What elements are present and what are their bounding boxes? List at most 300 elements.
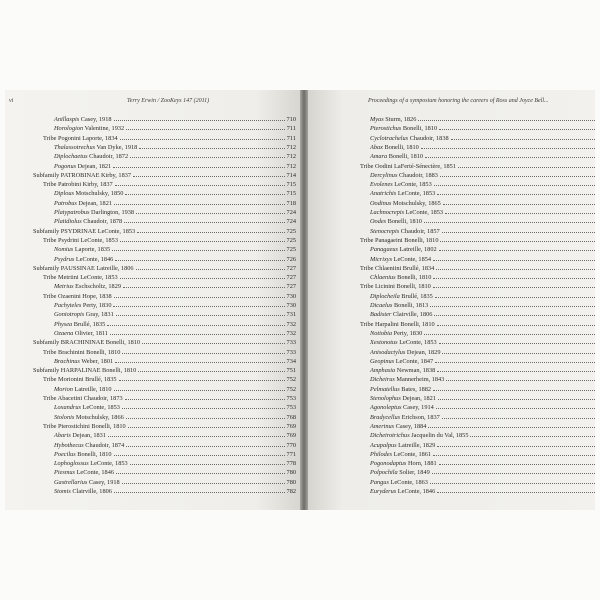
toc-entry-label (360, 320, 435, 329)
toc-entry-label (43, 422, 126, 431)
genus-name: Pangus (370, 478, 389, 486)
dot-leader (113, 305, 284, 307)
toc-heading-text: Tribe Morionini Brullé, 1835 (43, 376, 117, 384)
toc-entry-label (54, 403, 120, 412)
author-year: Perty, 1830 (81, 302, 112, 309)
dot-leader (433, 277, 595, 279)
toc-entry-label (33, 366, 136, 375)
genus-name: Physea (54, 320, 73, 328)
author-year: LeConte, 1853 (404, 209, 444, 216)
toc-page-number: 753 (286, 395, 296, 402)
genus-name: Abax (370, 143, 383, 151)
dot-leader (435, 296, 595, 298)
toc-entry (370, 301, 595, 310)
genus-name: Amara (370, 153, 388, 161)
toc-entry-label (370, 357, 433, 366)
toc-entry-label (54, 245, 110, 254)
author-year: Dejean, 1821 (76, 162, 112, 170)
author-year: Newman, 1838 (395, 367, 436, 375)
author-year: LeConte, 1853 (396, 190, 436, 198)
dot-leader (451, 138, 595, 140)
toc-entry-label (54, 468, 114, 477)
genus-name: Myas (370, 116, 384, 123)
toc-heading-text: Tribe Panagaeini Bonelli, 1810 (360, 236, 439, 244)
toc-entry-label (370, 450, 431, 459)
author-year: LeConte, 1854 (392, 255, 432, 263)
toc-entry (54, 152, 296, 161)
dot-leader (115, 259, 284, 261)
author-year: LeConte, 1853 (392, 181, 432, 189)
toc-entry-label (370, 217, 422, 226)
toc-entry-label (43, 236, 118, 245)
author-year: Motschulsky, 1865 (391, 199, 441, 207)
toc-page-number: 780 (286, 469, 296, 477)
toc-entry-label (54, 357, 113, 366)
toc-entry (54, 459, 296, 468)
author-year: LeConte, 1847 (394, 357, 434, 365)
toc-page-number: 726 (286, 255, 296, 263)
toc-entry (370, 171, 595, 180)
genus-name: Horologion (54, 125, 84, 133)
toc-entry-label (360, 236, 438, 245)
toc-entry (370, 366, 595, 375)
toc-entry (370, 459, 595, 468)
author-year: Perty, 1830 (392, 329, 423, 337)
author-year: Eschscholtz, 1829 (73, 283, 121, 291)
toc-entry (43, 394, 296, 403)
toc-entry-label (370, 199, 441, 208)
toc-entry (370, 310, 595, 319)
toc-entry (370, 245, 595, 254)
toc-entry (54, 282, 296, 291)
genus-name: Metrius (54, 283, 74, 291)
dot-leader (440, 240, 595, 242)
toc-entry (370, 403, 595, 412)
genus-name: Diplous (54, 190, 74, 198)
toc-heading-text: Tribe Chlaeniini Brullé, 1834 (360, 264, 435, 272)
toc-entry (370, 227, 595, 236)
dot-leader (437, 370, 595, 372)
author-year: Chaudoir, 1874 (83, 441, 125, 449)
author-year: Bonelli, 1810 (395, 274, 432, 282)
genus-name: Hybothecus (54, 441, 84, 449)
toc-entry-label (54, 320, 105, 329)
genus-name: Dicheirus (370, 376, 395, 384)
genus-name: Platypatrobus (54, 209, 90, 216)
toc-page-number: 715 (286, 190, 296, 198)
toc-entry-label (54, 189, 123, 198)
dot-leader (137, 231, 284, 233)
toc-entry (54, 403, 296, 412)
genus-name: Loxandrus (54, 404, 81, 412)
dot-leader (433, 389, 595, 391)
toc-page-number: 725 (286, 227, 296, 235)
toc-entry (54, 431, 296, 440)
toc-page-number: 769 (286, 432, 296, 440)
toc-entry (43, 292, 296, 301)
book-spread (5, 90, 595, 510)
toc-page-number: 731 (286, 311, 296, 319)
dot-leader (114, 203, 285, 205)
toc-page-number: 730 (286, 292, 296, 300)
dot-leader (122, 407, 285, 409)
dot-leader (108, 435, 285, 437)
genus-name: Stomis (54, 488, 71, 495)
dot-leader (434, 314, 595, 316)
toc-entry-label (370, 180, 432, 189)
toc-entry-label (370, 143, 419, 152)
dot-leader (107, 324, 284, 326)
genus-name: Xestonotus (370, 339, 398, 347)
author-year: LeConte, 1863 (388, 478, 428, 486)
dot-leader (436, 268, 595, 270)
dot-leader (116, 472, 285, 474)
toc-entry-label (43, 394, 123, 403)
author-year: Clairville, 1806 (391, 311, 433, 319)
toc-page-number: 711 (286, 134, 296, 142)
toc-entry (370, 450, 595, 459)
dot-leader (439, 128, 595, 130)
toc-page-number: 733 (286, 339, 296, 347)
toc-entry (370, 255, 595, 264)
toc-entry-label (54, 329, 108, 338)
toc-entry-label (33, 227, 135, 236)
toc-entry (360, 282, 595, 291)
toc-entry-label (54, 143, 137, 152)
author-year: Weber, 1801 (79, 357, 114, 365)
author-year: Van Dyke, 1918 (95, 143, 138, 151)
genus-name: Pelmatellus (370, 385, 400, 393)
author-year: Brullé, 1835 (399, 292, 433, 300)
dot-leader (124, 221, 284, 223)
genus-name: Oodinus (370, 199, 392, 207)
toc-page-number: 769 (286, 422, 296, 430)
genus-name: Piesmus (54, 469, 75, 477)
toc-entry-label (370, 403, 434, 412)
author-year: Chaudoir, 1883 (397, 171, 438, 179)
dot-leader (433, 286, 595, 288)
dot-leader (437, 491, 595, 493)
toc-page-number: 712 (286, 143, 296, 151)
genus-name: Platidiolus (54, 218, 82, 226)
toc-entry-label (43, 292, 112, 301)
toc-page-number: 752 (286, 385, 296, 393)
toc-entry (370, 422, 595, 431)
toc-page-number: 780 (286, 478, 296, 486)
toc-entry (370, 375, 595, 384)
dot-leader (116, 314, 285, 316)
toc-entry-label (370, 468, 430, 477)
author-year: Latreille, 1810 (72, 385, 112, 393)
dot-leader (430, 482, 595, 484)
toc-entry (33, 171, 296, 180)
toc-entry (54, 208, 296, 217)
toc-entry-label (370, 310, 432, 319)
dot-leader (122, 482, 285, 484)
toc-entry (43, 134, 296, 143)
toc-entry-label (360, 282, 431, 291)
toc-entry-label (43, 180, 113, 189)
toc-page-number: 710 (286, 116, 296, 123)
dot-leader (446, 379, 595, 381)
author-year: Valentine, 1932 (83, 125, 125, 133)
toc-entry (54, 189, 296, 198)
dot-leader (435, 361, 595, 363)
genus-name: Pterostichus (370, 125, 402, 133)
genus-name: Stolonis (54, 413, 75, 421)
toc-entry-label (54, 310, 114, 319)
toc-entry (33, 366, 296, 375)
toc-heading-text: Subfamily PAUSSINAE Latreille, 1806 (33, 264, 134, 272)
author-year: Gray, 1831 (84, 311, 114, 319)
toc-entry-label (360, 162, 456, 171)
dot-leader (470, 435, 595, 437)
toc-heading-text: Tribe Metriini LeConte, 1853 (43, 274, 118, 282)
genus-name: Diplocheila (370, 292, 400, 300)
book-gutter (300, 90, 308, 510)
author-year: Bonelli, 1813 (392, 302, 429, 309)
toc-page-number: 712 (286, 162, 296, 170)
toc-page-number: 732 (286, 320, 296, 328)
toc-page-number: 727 (286, 283, 296, 291)
dot-leader (439, 463, 595, 465)
genus-name: Notiobia (370, 329, 393, 337)
toc-entry (43, 422, 296, 431)
toc-page-number: 770 (286, 441, 296, 449)
dot-leader (442, 352, 595, 354)
toc-entry (370, 217, 595, 226)
author-year: Latreille, 1802 (397, 246, 437, 254)
toc-entry-label (43, 375, 117, 384)
dot-leader (115, 184, 285, 186)
genus-name: Thalassotrechus (54, 143, 96, 151)
dot-leader (428, 426, 595, 428)
toc-entry (370, 124, 595, 133)
toc-entry-label (33, 338, 140, 347)
dot-leader (114, 389, 285, 391)
toc-entry (54, 385, 296, 394)
toc-entry (370, 468, 595, 477)
toc-heading-text: Tribe Abacetini Chaudoir, 1873 (43, 395, 123, 402)
genus-name: Brachinus (54, 357, 80, 365)
toc-entry (54, 329, 296, 338)
toc-heading-text: Tribe Brachinini Bonelli, 1810 (43, 348, 121, 356)
toc-entry (370, 431, 595, 440)
toc-entry (370, 357, 595, 366)
dot-leader (133, 175, 285, 177)
toc-entry-label (370, 478, 428, 487)
dot-leader (424, 221, 595, 223)
toc-page-number: 712 (286, 153, 296, 161)
author-year: LeConte, 1853 (88, 460, 128, 468)
toc-entry (370, 292, 595, 301)
toc-entry-label (370, 348, 440, 357)
dot-leader (424, 333, 595, 335)
author-year: Darlington, 1938 (89, 209, 135, 216)
genus-name: Gastrellarius (54, 478, 88, 486)
dot-leader (120, 138, 285, 140)
author-year: LeConte, 1853 (80, 404, 120, 412)
toc-entry (33, 227, 296, 236)
toc-entry (54, 115, 296, 124)
toc-entry (370, 208, 595, 217)
genus-name: Geopinus (370, 357, 395, 365)
genus-name: Dercylinus (370, 171, 398, 179)
genus-name: Goniotropis (54, 311, 85, 319)
dot-leader (126, 417, 285, 419)
dot-leader (119, 379, 285, 381)
toc-entry (370, 329, 595, 338)
toc-page-number: 734 (286, 357, 296, 365)
toc-heading-text: Subfamily PATROBINAE Kirby, 1837 (33, 171, 132, 179)
page-number: vi (9, 98, 14, 104)
genus-name: Stenolophus (370, 395, 401, 402)
toc-page-number: 733 (286, 348, 296, 356)
genus-name: Diplochaetus (54, 153, 88, 161)
author-year: Dejean, 1821 (400, 395, 436, 402)
toc-entry (33, 338, 296, 347)
toc-entry-label (370, 487, 435, 496)
toc-entry-label (370, 245, 437, 254)
toc-entry-label (54, 459, 128, 468)
genus-name: Psydrus (54, 255, 75, 263)
author-year: Horn, 1881 (406, 460, 437, 468)
toc-entry-label (370, 338, 437, 347)
toc-entry-label (54, 301, 111, 310)
genus-name: Oodes (370, 218, 387, 226)
genus-name: Pogonodaptus (370, 460, 407, 468)
toc-entry-label (370, 273, 431, 282)
author-year: Erichson, 1837 (400, 413, 440, 421)
running-head-left: Terry Erwin / ZooKeys 147 (2011) (127, 98, 210, 104)
author-year: Chaudoir, 1872 (87, 153, 129, 161)
genus-name: Amerinus (370, 422, 395, 430)
dot-leader (112, 249, 284, 251)
genus-name: Agonoleptus (370, 404, 402, 412)
dot-leader (130, 156, 284, 158)
toc-heading-text: Tribe Patrobini Kirby, 1837 (43, 181, 113, 189)
toc-entry (54, 143, 296, 152)
toc-page-number: 751 (286, 367, 296, 375)
dot-leader (138, 370, 284, 372)
genus-name: Morion (54, 385, 73, 393)
toc-entry (370, 441, 595, 450)
dot-leader (126, 128, 285, 130)
dot-leader (136, 268, 285, 270)
toc-entry-label (54, 255, 113, 264)
toc-entry-label (54, 413, 124, 422)
dot-leader (433, 259, 595, 261)
toc-page-number: 732 (286, 329, 296, 337)
toc-entry (43, 375, 296, 384)
genus-name: Euryderus (370, 488, 397, 495)
toc-entry (370, 152, 595, 161)
toc-entry (370, 189, 595, 198)
toc-page-number: 715 (286, 181, 296, 189)
dot-leader (110, 333, 285, 335)
toc-entry-label (370, 227, 440, 236)
dot-leader (443, 203, 595, 205)
dot-leader (437, 193, 595, 195)
dot-leader (421, 147, 595, 149)
genus-name: Lophoglossus (54, 460, 89, 468)
toc-entry (360, 320, 595, 329)
toc-entry (54, 487, 296, 496)
toc-entry (360, 264, 595, 273)
genus-name: Dicaelus (370, 302, 393, 309)
genus-name: Evolenes (370, 181, 393, 189)
toc-entry-label (370, 422, 426, 431)
toc-heading-text: Subfamily PSYDRINAE LeConte, 1853 (33, 227, 136, 235)
toc-entry-label (54, 431, 106, 440)
toc-entry (54, 245, 296, 254)
toc-entry (54, 450, 296, 459)
toc-entry-label (54, 199, 112, 208)
dot-leader (438, 398, 595, 400)
author-year: LeConte, 1846 (74, 255, 114, 263)
dot-leader (440, 175, 595, 177)
toc-entry (54, 468, 296, 477)
genus-name: Badister (370, 311, 392, 319)
toc-entry (54, 217, 296, 226)
toc-entry (370, 394, 595, 403)
author-year: Sturm, 1826 (383, 116, 417, 123)
toc-entry (54, 413, 296, 422)
author-year: Motschulsky, 1850 (73, 190, 124, 198)
toc-entry (370, 487, 595, 496)
dot-leader (126, 445, 284, 447)
author-year: LeConte, 1846 (75, 469, 114, 477)
toc-entry-label (54, 282, 121, 291)
toc-entry-label (370, 255, 431, 264)
author-year: Brullé, 1835 (72, 320, 106, 328)
toc-heading-text: Tribe Psydrini LeConte, 1853 (43, 236, 118, 244)
genus-name: Pogonus (54, 162, 77, 170)
toc-entry-label (370, 115, 416, 124)
toc-entry (43, 273, 296, 282)
dot-leader (114, 454, 285, 456)
author-year: Casey, 1884 (394, 422, 427, 430)
toc-entry (370, 413, 595, 422)
genus-name: Cyclotrachelus (370, 134, 409, 142)
toc-entry-label (370, 459, 437, 468)
toc-page-number: 714 (286, 171, 296, 179)
toc-entry-label (370, 171, 438, 180)
toc-heading-text: Tribe Oodini LaFerté-Sénectère, 1851 (360, 162, 456, 170)
toc-entry-label (54, 441, 124, 450)
dot-leader (445, 212, 595, 214)
author-year: Olivier, 1811 (73, 329, 108, 337)
dot-leader (114, 119, 285, 121)
toc-entry (370, 338, 595, 347)
genus-name: Lachnocrepis (370, 209, 405, 216)
left-page (5, 90, 300, 510)
dot-leader (115, 361, 284, 363)
dot-leader (122, 352, 284, 354)
genus-name: Micrixys (370, 255, 393, 263)
toc-entry (370, 385, 595, 394)
toc-entry-label (370, 385, 431, 394)
dot-leader (430, 305, 595, 307)
dot-leader (433, 454, 595, 456)
toc-page-number: 768 (286, 413, 296, 421)
dot-leader (120, 277, 285, 279)
toc-entry-label (370, 189, 435, 198)
toc-page-number: 782 (286, 488, 296, 495)
author-year: Laporte, 1835 (73, 246, 111, 254)
genus-name: Amphasia (370, 367, 396, 375)
toc-entry (54, 162, 296, 171)
